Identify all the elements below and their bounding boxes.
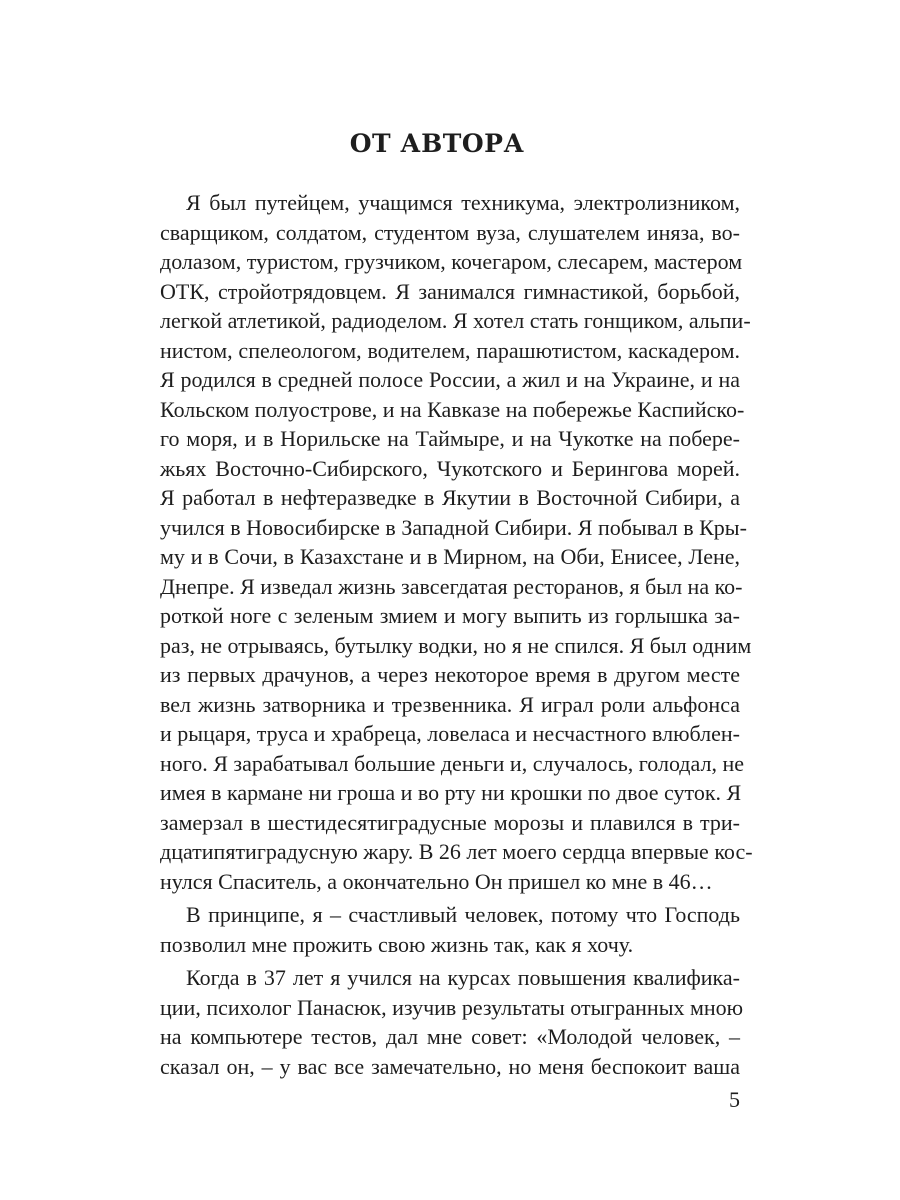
paragraph-1 (160, 188, 753, 896)
text-line: жьях Восточно-Сибирского, Чукотского и Берингова морей. (160, 455, 740, 481)
text-line: и рыцаря, труса и храбреца, ловеласа и несчастного влюблен- (160, 721, 740, 746)
text-line: Я родился в средней полосе России, а жил и на Украине, и на (160, 367, 740, 392)
text-line: дцатипятиградусную жару. В 26 лет моего сердца впервые кос- (160, 839, 753, 864)
text-line: вел жизнь затворника и трезвенника. Я играл роли альфонса (160, 691, 740, 717)
text-line: нулся Спаситель, а окончательно Он пришел ко мне в 46… (160, 868, 713, 894)
text-line: имея в кармане ни гроша и во рту ни крошки по двое суток. Я (160, 780, 742, 805)
text-line: ОТК, стройотрядовцем. Я занимался гимнастикой, борьбой, (160, 278, 740, 304)
page-number: 5 (729, 1087, 740, 1112)
text-line: го моря, и в Норильске на Таймыре, и на Чукотке на побере- (160, 426, 740, 451)
text-line: раз, не отрываясь, бутылку водки, но я не спился. Я был одним (160, 632, 752, 658)
text-line: Когда в 37 лет я учился на курсах повышения квалифика- (186, 965, 740, 990)
text-line: нистом, спелеологом, водителем, парашютистом, каскадером. (160, 337, 740, 363)
text-line: ции, психолог Панасюк, изучив результаты отыгранных мною (160, 994, 744, 1020)
text-line: Кольском полуострове, и на Кавказе на побережье Каспийско- (160, 396, 745, 422)
text-line: позволил мне прожить свою жизнь так, как я хочу. (160, 931, 634, 957)
text-line: сварщиком, солдатом, студентом вуза, слушателем иняза, во- (160, 219, 740, 245)
text-line: Я был путейцем, учащимся техникума, электролизником, (186, 190, 740, 215)
text-line: Я работал в нефтеразведке в Якутии в Восточной Сибири, а (160, 485, 740, 510)
paragraph-3 (160, 963, 744, 1081)
text-line: учился в Новосибирске в Западной Сибири. Я побывал в Кры- (160, 514, 747, 540)
chapter-title: ОТ АВТОРА (349, 129, 525, 158)
text-line: роткой ноге с зеленым змием и могу выпить из горлышка за- (160, 603, 740, 628)
text-line: В принципе, я – счастливый человек, потому что Господь (186, 902, 740, 927)
paragraph-2 (160, 900, 740, 959)
text-line: легкой атлетикой, радиоделом. Я хотел стать гонщиком, альпи- (160, 308, 751, 333)
text-line: долазом, туристом, грузчиком, кочегаром, слесарем, мастером (160, 249, 743, 274)
text-line: на компьютере тестов, дал мне совет: «Молодой человек, – (160, 1024, 740, 1049)
text-line: Днепре. Я изведал жизнь завсегдатая ресторанов, я был на ко- (160, 573, 743, 599)
text-line: му и в Сочи, в Казахстане и в Мирном, на Оби, Енисее, Лене, (160, 544, 740, 569)
text-line: ного. Я зарабатывал большие деньги и, случалось, голодал, не (160, 750, 744, 776)
body-text (160, 188, 753, 1085)
text-line: сказал он, – у вас все замечательно, но меня беспокоит ваша (160, 1053, 740, 1079)
text-line: из первых драчунов, а через некоторое время в другом месте (160, 662, 740, 687)
text-line: замерзал в шестидесятиградусные морозы и плавился в три- (160, 809, 740, 835)
